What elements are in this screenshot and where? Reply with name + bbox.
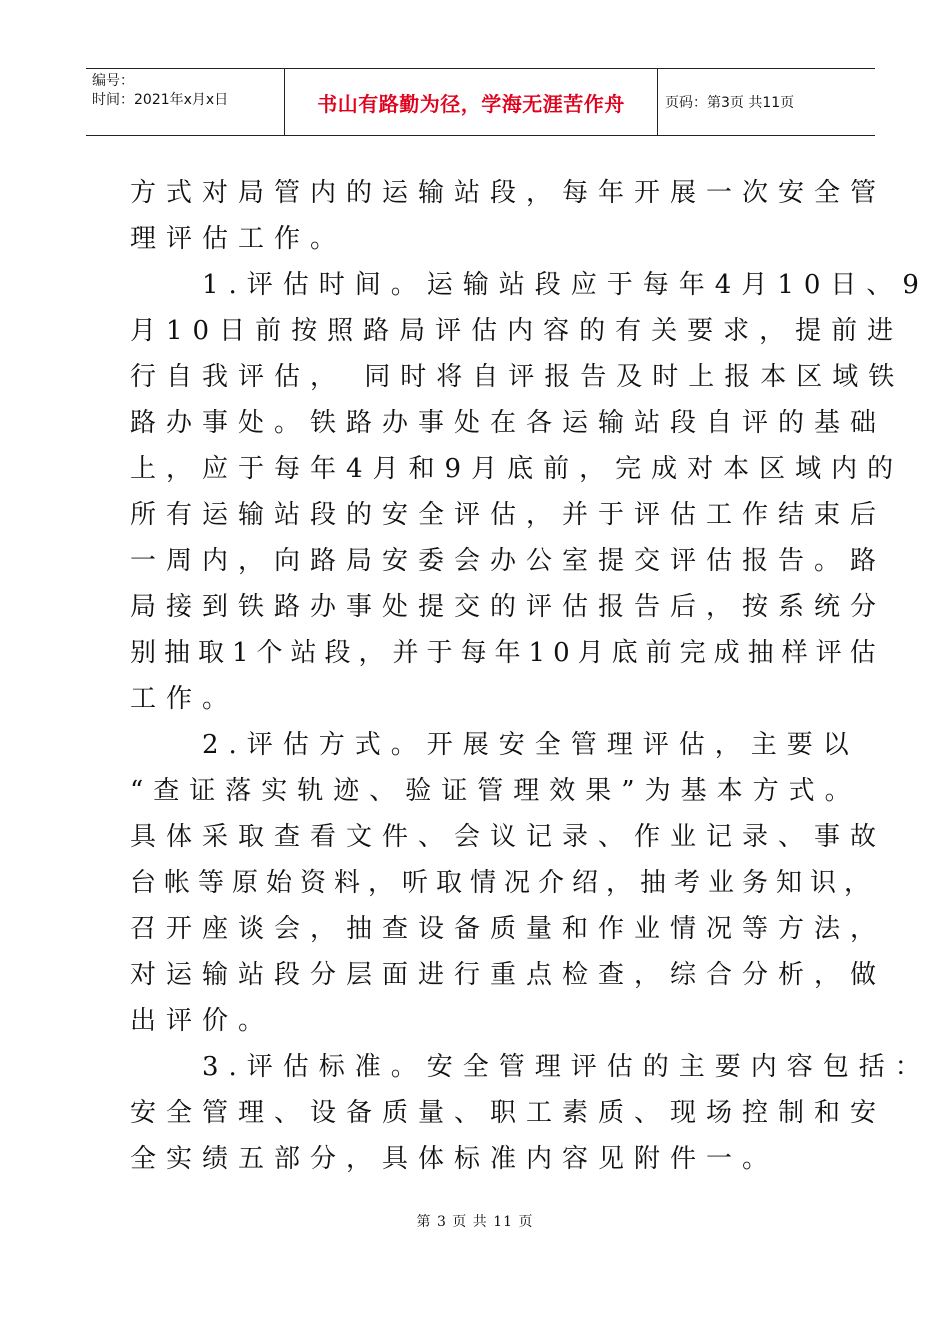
body-line: 全实绩五部分，具体标准内容见附件一。 [130, 1144, 779, 1174]
header-motto-cell [285, 69, 658, 135]
header-page-code: 页码：第3页 共11页 [665, 95, 795, 111]
body-line: 别抽取1个站段，并于每年10月底前完成抽样评估 [130, 638, 884, 668]
body-line: 台帐等原始资料，听取情况介绍，抽考业务知识， [130, 868, 879, 898]
body-line: 召开座谈会，抽查设备质量和作业情况等方法， [130, 914, 887, 944]
body-line: 方式对局管内的运输站段，每年开展一次安全管 [130, 178, 887, 208]
body-line: 局接到铁路办事处提交的评估报告后，按系统分 [130, 592, 887, 622]
header-page-code-cell [658, 69, 875, 135]
body-line: 3.评估标准。安全管理评估的主要内容包括： [130, 1052, 931, 1082]
body-line: 行自我评估， 同时将自评报告及时上报本区域铁 [130, 362, 905, 392]
document-number-label: 编号： [92, 73, 134, 89]
document-header [86, 68, 875, 136]
body-line: 2.评估方式。开展安全管理评估，主要以 [130, 730, 859, 760]
document-body [130, 170, 931, 1182]
body-line: 对运输站段分层面进行重点检查，综合分析，做 [130, 960, 887, 990]
body-line: 工作。 [130, 684, 239, 714]
header-meta [86, 69, 285, 135]
body-line: 路办事处。铁路办事处在各运输站段自评的基础 [130, 408, 887, 438]
body-line: 一周内，向路局安委会办公室提交评估报告。路 [130, 546, 887, 576]
body-line: 具体采取查看文件、会议记录、作业记录、事故 [130, 822, 887, 852]
header-motto: 书山有路勤为径，学海无涯苦作舟 [317, 91, 625, 116]
body-line: 月10日前按照路局评估内容的有关要求，提前进 [130, 316, 904, 346]
body-line: 安全管理、设备质量、职工素质、现场控制和安 [130, 1098, 887, 1128]
page-footer: 第 3 页 共 11 页 [416, 1214, 534, 1230]
document-time-label: 时间：2021年x月x日 [92, 92, 229, 108]
body-line: 出评价。 [130, 1006, 275, 1036]
body-line: 上，应于每年4月和9月底前，完成对本区域内的 [130, 454, 904, 484]
body-line: “查证落实轨迹、验证管理效果”为基本方式。 [130, 776, 861, 806]
body-line: 理评估工作。 [130, 224, 347, 254]
body-line: 1.评估时间。运输站段应于每年4月10日、9 [130, 270, 929, 300]
body-line: 所有运输站段的安全评估，并于评估工作结束后 [130, 500, 887, 530]
